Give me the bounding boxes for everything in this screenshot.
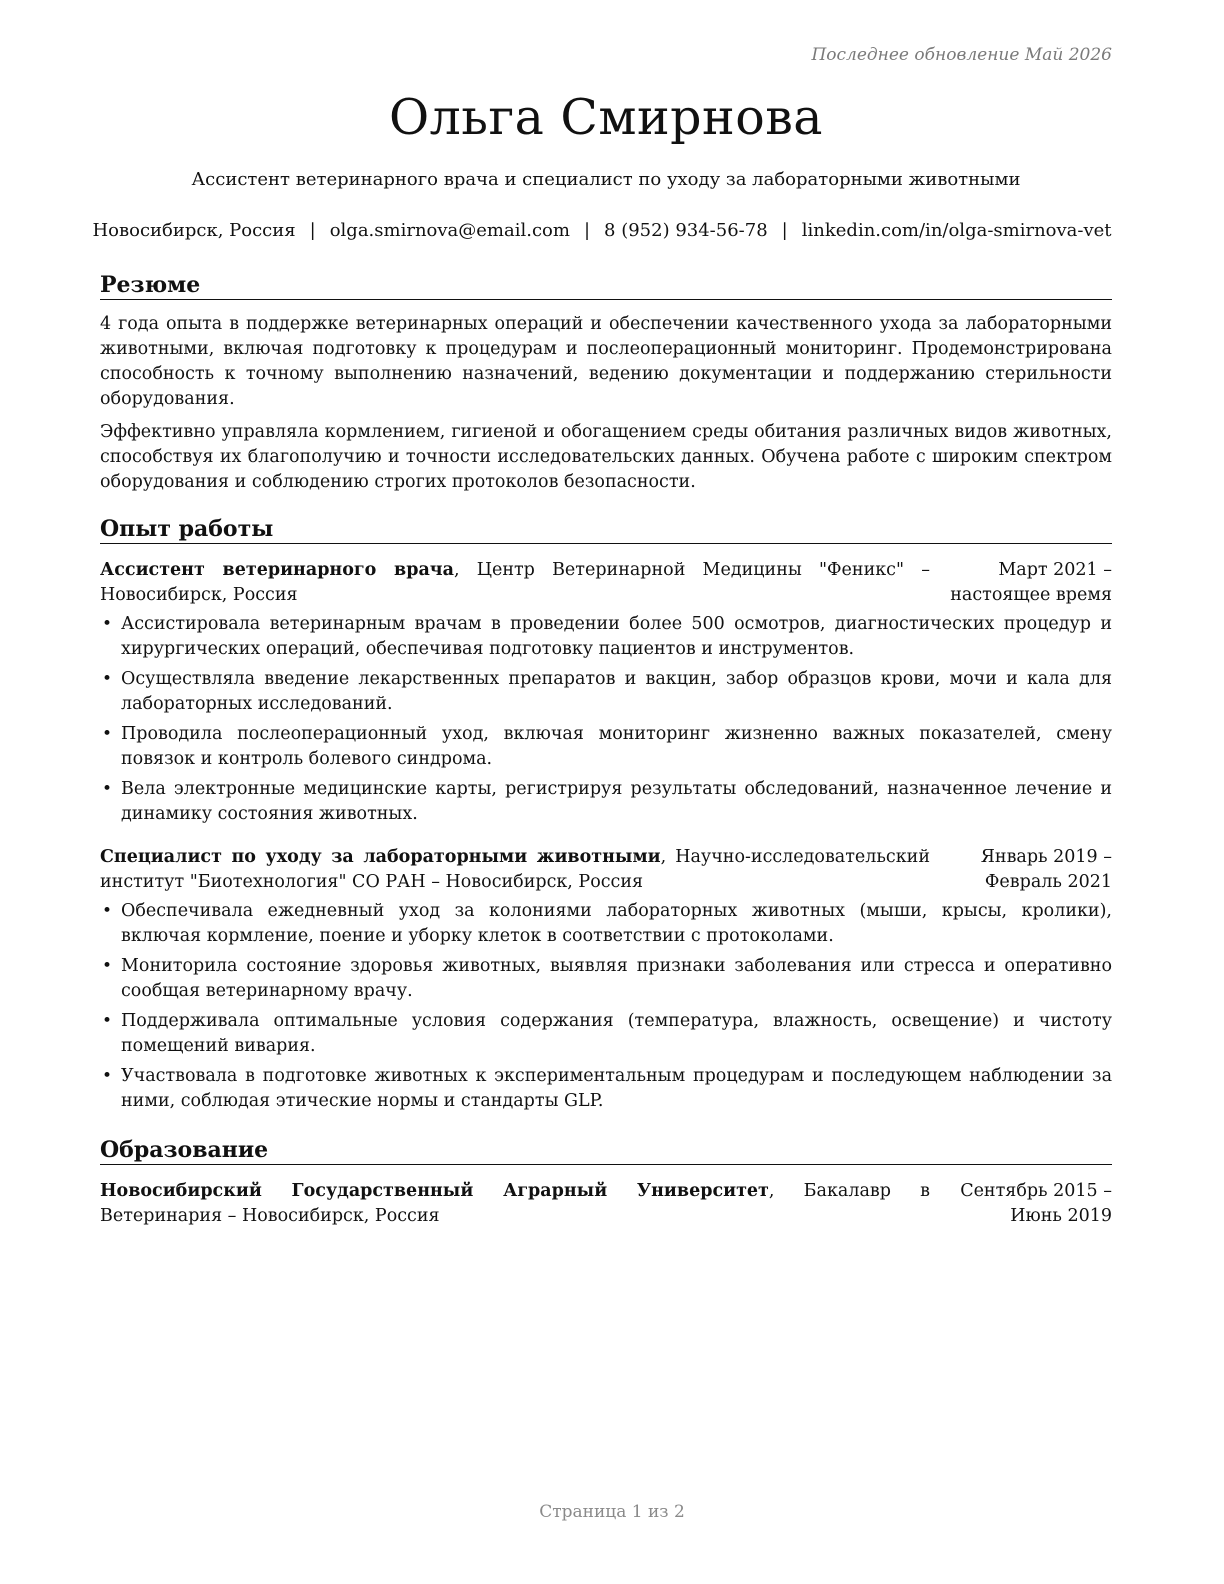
job-bullet: • Вела электронные медицинские карты, регистрируя результаты обследований, назначенное лечение и динамику состояния животных. — [100, 777, 1112, 827]
education-title-line — [100, 1179, 930, 1229]
job-bullet: • Мониторила состояние здоровья животных, выявляя признаки заболевания или стресса и оперативно сообщая ветеринарному врачу. — [100, 954, 1112, 1004]
contact-separator: | — [781, 220, 788, 241]
page-number: Страница 1 из 2 — [539, 1502, 685, 1522]
job-entry — [100, 845, 1112, 1114]
job-header — [100, 845, 1112, 895]
education-entry — [100, 1179, 1112, 1229]
contact-location: Новосибирск, Россия — [92, 220, 296, 241]
section-title-summary: Резюме — [100, 271, 1112, 300]
section-title-experience: Опыт работы — [100, 515, 1112, 544]
job-dates: Март 2021 – настоящее время — [950, 560, 1112, 605]
job-bullet: • Участвовала в подготовке животных к экспериментальным процедурам и последующем наблюдении за ними, соблюдая этические нормы и стандарты GLP. — [100, 1064, 1112, 1114]
job-dates: Январь 2019 – Февраль 2021 — [980, 847, 1112, 892]
job-header — [100, 558, 1112, 608]
education-section — [100, 1136, 1112, 1229]
job-bullet: • Проводила послеоперационный уход, включая мониторинг жизненно важных показателей, смену повязок и контроль болевого синдрома. — [100, 722, 1112, 772]
contact-email[interactable]: olga.smirnova@email.com — [329, 220, 570, 241]
job-bullets — [100, 899, 1112, 1114]
candidate-headline: Ассистент ветеринарного врача и специалист по уходу за лабораторными животными — [191, 169, 1021, 190]
contact-separator: | — [583, 220, 591, 241]
education-degree: , Бакалавр в Ветеринария – Новосибирск, Россия — [100, 1181, 930, 1226]
summary-paragraph: Эффективно управляла кормлением, гигиеной и обогащением среды обитания различных видов животных, способствуя их благополучию и точности исследовательских данных. Обучена работе с широким спектром оборудования и соблюдению строгих протоколов безопасности. — [100, 422, 1112, 492]
contact-separator: | — [309, 220, 316, 241]
experience-section — [100, 515, 1112, 1119]
contact-linkedin[interactable]: linkedin.com/in/olga-smirnova-vet — [801, 220, 1112, 241]
education-institution: Новосибирский Государственный Аграрный Университет — [100, 1181, 769, 1201]
job-bullets — [100, 612, 1112, 827]
job-bullet: • Обеспечивала ежедневный уход за колониями лабораторных животных (мыши, крысы, кролики), включая кормление, поение и уборку клеток в соответствии с протоколами. — [100, 899, 1112, 949]
candidate-name: Ольга Смирнова — [388, 89, 824, 146]
job-bullet: • Ассистировала ветеринарным врачам в проведении более 500 осмотров, диагностических процедур и хирургических операций, обеспечивая подготовку пациентов и инструментов. — [100, 612, 1112, 662]
job-organization: , Научно-исследовательский институт "Биотехнология" СО РАН – Новосибирск, Россия — [100, 847, 930, 892]
last-updated-date: Последнее обновление Май 2026 — [811, 45, 1112, 65]
job-position: Ассистент ветеринарного врача — [100, 560, 454, 580]
job-position: Специалист по уходу за лабораторными животными — [100, 847, 661, 867]
contact-line — [92, 219, 1112, 243]
job-title-line — [100, 845, 930, 895]
education-dates: Сентябрь 2015 – Июнь 2019 — [960, 1181, 1112, 1226]
summary-section — [100, 271, 1112, 495]
section-title-education: Образование — [100, 1136, 1112, 1165]
summary-paragraph: 4 года опыта в поддержке ветеринарных операций и обеспечении качественного ухода за лабораторными животными, включая подготовку к процедурам и послеоперационный мониторинг. Продемонстрирована способность к точному выполнению назначений, ведению документации и поддержанию стерильности оборудования. — [100, 314, 1112, 409]
job-entry — [100, 558, 1112, 827]
job-title-line — [100, 558, 930, 608]
job-organization: , Центр Ветеринарной Медицины "Феникс" – Новосибирск, Россия — [100, 560, 930, 605]
job-bullet: • Поддерживала оптимальные условия содержания (температура, влажность, освещение) и чистоту помещений вивария. — [100, 1009, 1112, 1059]
contact-phone[interactable]: 8 (952) 934-56-78 — [604, 220, 768, 241]
job-bullet: • Осуществляла введение лекарственных препаратов и вакцин, забор образцов крови, мочи и кала для лабораторных исследований. — [100, 667, 1112, 717]
